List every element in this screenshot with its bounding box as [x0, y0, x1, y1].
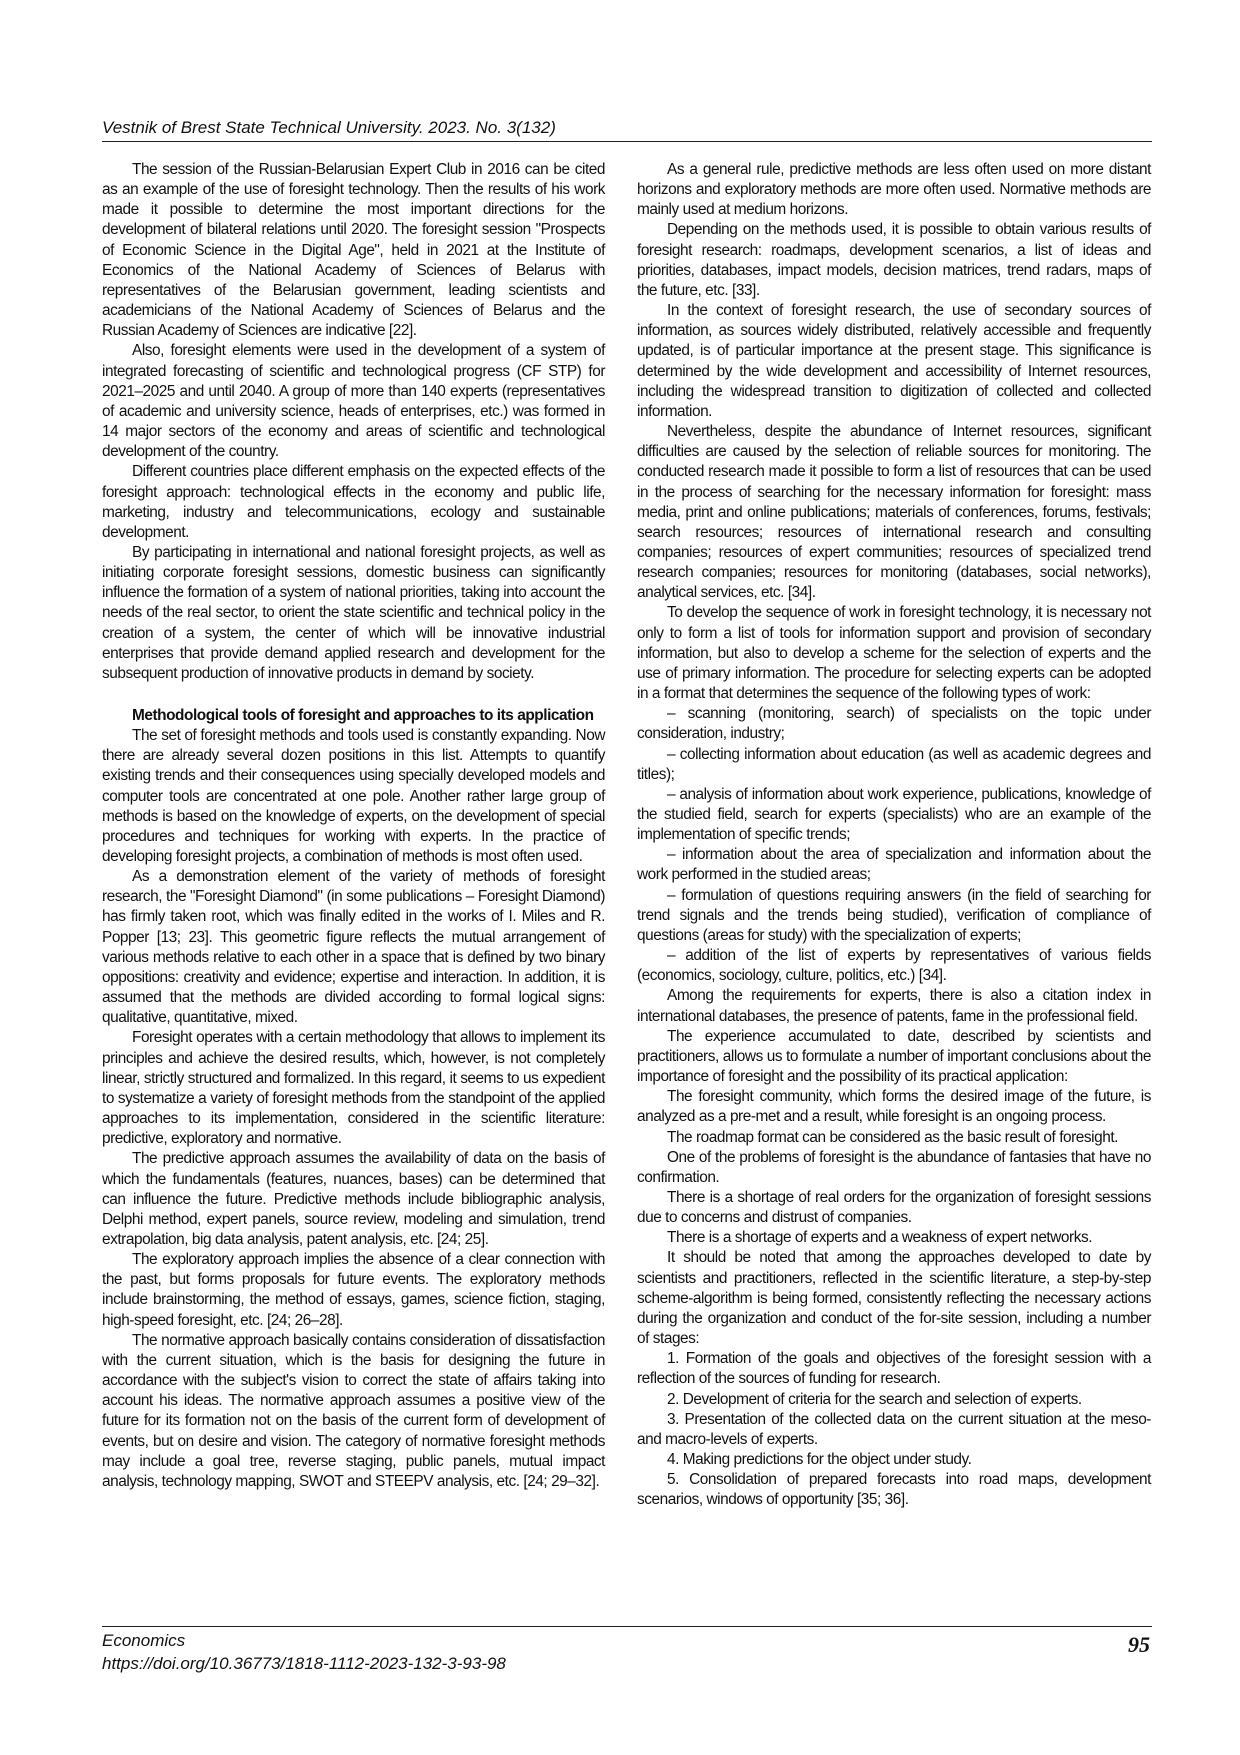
left-column: [102, 160, 605, 1492]
footer-doi-link[interactable]: https://doi.org/10.36773/1818-1112-2023-132-3-93-98: [102, 1654, 506, 1673]
paragraph: – formulation of questions requiring answers (in the field of searching for trend signals and the trends being studied), verification of compliance of questions (areas for study) with the specialization of experts;: [637, 886, 1151, 944]
paragraph: The session of the Russian-Belarusian Expert Club in 2016 can be cited as an example of the use of foresight technology. Then the results of his work made it possible to determine the most important directions for the development of bilateral relations until 2020. The foresight session "Prospects of Economic Science in the Digital Age", held in 2021 at the Institute of Economics of the National Academy of Sciences of Belarus with representatives of the Belarusian government, leading scientists and academicians of the National Academy of Sciences of Belarus and the Russian Academy of Sciences are indicative [22].: [102, 161, 605, 340]
paragraph: – scanning (monitoring, search) of specialists on the topic under consideration, industry;: [637, 705, 1151, 743]
paragraph: Depending on the methods used, it is possible to obtain various results of foresight research: roadmaps, development scenarios, a list of ideas and priorities, databases, impact models, decision matrices, trend radars, maps of the future, etc. [33].: [637, 221, 1151, 299]
paragraph: – information about the area of specialization and information about the work performed in the studied areas;: [637, 846, 1151, 884]
paragraph: Also, foresight elements were used in the development of a system of integrated forecasting of scientific and technological progress (CF STP) for 2021–2025 and until 2040. A group of more than 140 experts (representatives of academic and university science, heads of enterprises, etc.) was formed in 14 major sectors of the economy and areas of scientific and technological development of the country.: [102, 342, 605, 461]
paragraph: – collecting information about education (as well as academic degrees and titles);: [637, 745, 1151, 783]
right-column: [637, 160, 1151, 1510]
paragraph: It should be noted that among the approaches developed to date by scientists and practitioners, reflected in the scientific literature, a step-by-step scheme-algorithm is being formed, consistently reflecting the necessary actions during the organization and conduct of the for-site session, including a number of stages:: [637, 1249, 1151, 1348]
paragraph: There is a shortage of experts and a weakness of expert networks.: [667, 1229, 1093, 1247]
paragraph: The normative approach basically contains consideration of dissatisfaction with the current situation, which is the basis for designing the future in accordance with the subject's vision to correct the state of affairs taking into account his ideas. The normative approach assumes a positive view of the future for its formation not on the basis of the current form of development of events, but on desire and vision. The category of normative foresight methods may include a goal tree, reverse staging, public panels, mutual impact analysis, technology mapping, SWOT and STEEPV analysis, etc. [24; 29–32].: [102, 1331, 605, 1490]
paragraph: 3. Presentation of the collected data on the current situation at the meso- and macro-levels of experts.: [637, 1410, 1151, 1448]
paragraph: As a general rule, predictive methods are less often used on more distant horizons and exploratory methods are more often used. Normative methods are mainly used at medium horizons.: [637, 161, 1151, 219]
paragraph: 4. Making predictions for the object under study.: [667, 1451, 972, 1468]
paragraph: The predictive approach assumes the availability of data on the basis of which the fundamentals (features, nuances, bases) can be determined that can influence the future. Predictive methods include bibliographic analysis, Delphi method, expert panels, source review, modeling and simulation, trend extrapolation, big data analysis, patent analysis, etc. [24; 25].: [102, 1150, 605, 1248]
paragraph: 1. Formation of the goals and objectives of the foresight session with a reflection of the sources of funding for research.: [637, 1350, 1151, 1388]
footer-section: Economics: [102, 1631, 186, 1650]
paragraph: The set of foresight methods and tools used is constantly expanding. Now there are already several dozen positions in this list. Attempts to quantify existing trends and their consequences using specially developed models and computer tools are concentrated at one pole. Another rather large group of methods is based on the knowledge of experts, on the development of special procedures and techniques for working with experts. In the practice of developing foresight projects, a combination of methods is most often used.: [102, 727, 605, 865]
paragraph: Foresight operates with a certain methodology that allows to implement its principles and achieve the desired results, which, however, is not completely linear, strictly structured and formalized. In this regard, it seems to us expedient to systematize a variety of foresight methods from the standpoint of the applied approaches to its implementation, considered in the scientific literature: predictive, exploratory and normative.: [102, 1029, 605, 1148]
section-heading: Methodological tools of foresight and approaches to its application: [132, 707, 594, 725]
paragraph: 2. Development of criteria for the search and selection of experts.: [667, 1390, 1082, 1408]
paragraph: In the context of foresight research, the use of secondary sources of information, as sources widely distributed, relatively accessible and frequently updated, is of particular importance at the present stage. This significance is determined by the wide development and accessibility of Internet resources, including the widespread transition to digitization of collected and collected information.: [637, 302, 1151, 420]
paragraph: – analysis of information about work experience, publications, knowledge of the studied field, search for experts (specialists) who are an example of the implementation of specific trends;: [637, 785, 1151, 844]
paragraph: The experience accumulated to date, described by scientists and practitioners, allows us to formulate a number of important conclusions about the importance of foresight and the possibility of its practical application:: [637, 1027, 1151, 1086]
paragraph: There is a shortage of real orders for the organization of foresight sessions due to concerns and distrust of companies.: [637, 1188, 1151, 1227]
paragraph: The roadmap format can be considered as the basic result of foresight.: [667, 1128, 1118, 1146]
paragraph: One of the problems of foresight is the abundance of fantasies that have no confirmation.: [637, 1148, 1151, 1186]
paragraph: Among the requirements for experts, there is also a citation index in international databases, the presence of patents, fame in the professional field.: [637, 987, 1151, 1025]
paragraph: Nevertheless, despite the abundance of Internet resources, significant difficulties are caused by the selection of reliable sources for monitoring. The conducted research made it possible to form a list of resources that can be used in the process of searching for the necessary information for foresight: mass media, print and online publications; materials of conferences, forums, festivals; search resources; resources of international research and consulting companies; resources of expert communities; resources of specialized trend research companies; resources for monitoring (databases, social networks), analytical services, etc. [34].: [637, 423, 1151, 602]
paragraph: As a demonstration element of the variety of methods of foresight research, the "Foresight Diamond" (in some publications – Foresight Diamond) has firmly taken root, which was finally edited in the works of I. Miles and R. Popper [13; 23]. This geometric figure reflects the mutual arrangement of various methods relative to each other in a space that is defined by two binary oppositions: creativity and evidence; expertise and interaction. In addition, it is assumed that the methods are divided according to formal logical signs: qualitative, quantitative, mixed.: [102, 868, 605, 1027]
paragraph: 5. Consolidation of prepared forecasts into road maps, development scenarios, windows of opportunity [35; 36].: [637, 1471, 1151, 1509]
paragraph: – addition of the list of experts by representatives of various fields (economics, sociology, culture, politics, etc.) [34].: [637, 947, 1151, 985]
paragraph: The exploratory approach implies the absence of a clear connection with the past, but forms proposals for future events. The exploratory methods include brainstorming, the method of essays, games, science fiction, staging, high-speed foresight, etc. [24; 26–28].: [102, 1251, 605, 1329]
page-number: 95: [1128, 1632, 1150, 1657]
paragraph: The foresight community, which forms the desired image of the future, is analyzed as a pre-met and a result, while foresight is an ongoing process.: [637, 1088, 1151, 1126]
running-header: Vestnik of Brest State Technical University. 2023. No. 3(132): [102, 118, 556, 137]
paragraph: By participating in international and national foresight projects, as well as initiating corporate foresight sessions, domestic business can significantly influence the formation of a system of national priorities, taking into account the needs of the real sector, to orient the state scientific and technical policy in the creation of a system, the center of which will be innovative industrial enterprises that provide demand applied research and development for the subsequent production of innovative products in demand by society.: [102, 543, 605, 682]
header-rule: [102, 141, 1152, 142]
footer-rule: [102, 1626, 1152, 1627]
paragraph: To develop the sequence of work in foresight technology, it is necessary not only to form a list of tools for information support and provision of secondary information, but also to develop a scheme for the selection of experts and the use of primary information. The procedure for selecting experts can be adopted in a format that determines the sequence of the following types of work:: [637, 604, 1151, 703]
paragraph: Different countries place different emphasis on the expected effects of the foresight approach: technological effects in the economy and public life, marketing, industry and telecommunications, ecology and sustainable development.: [102, 463, 605, 541]
